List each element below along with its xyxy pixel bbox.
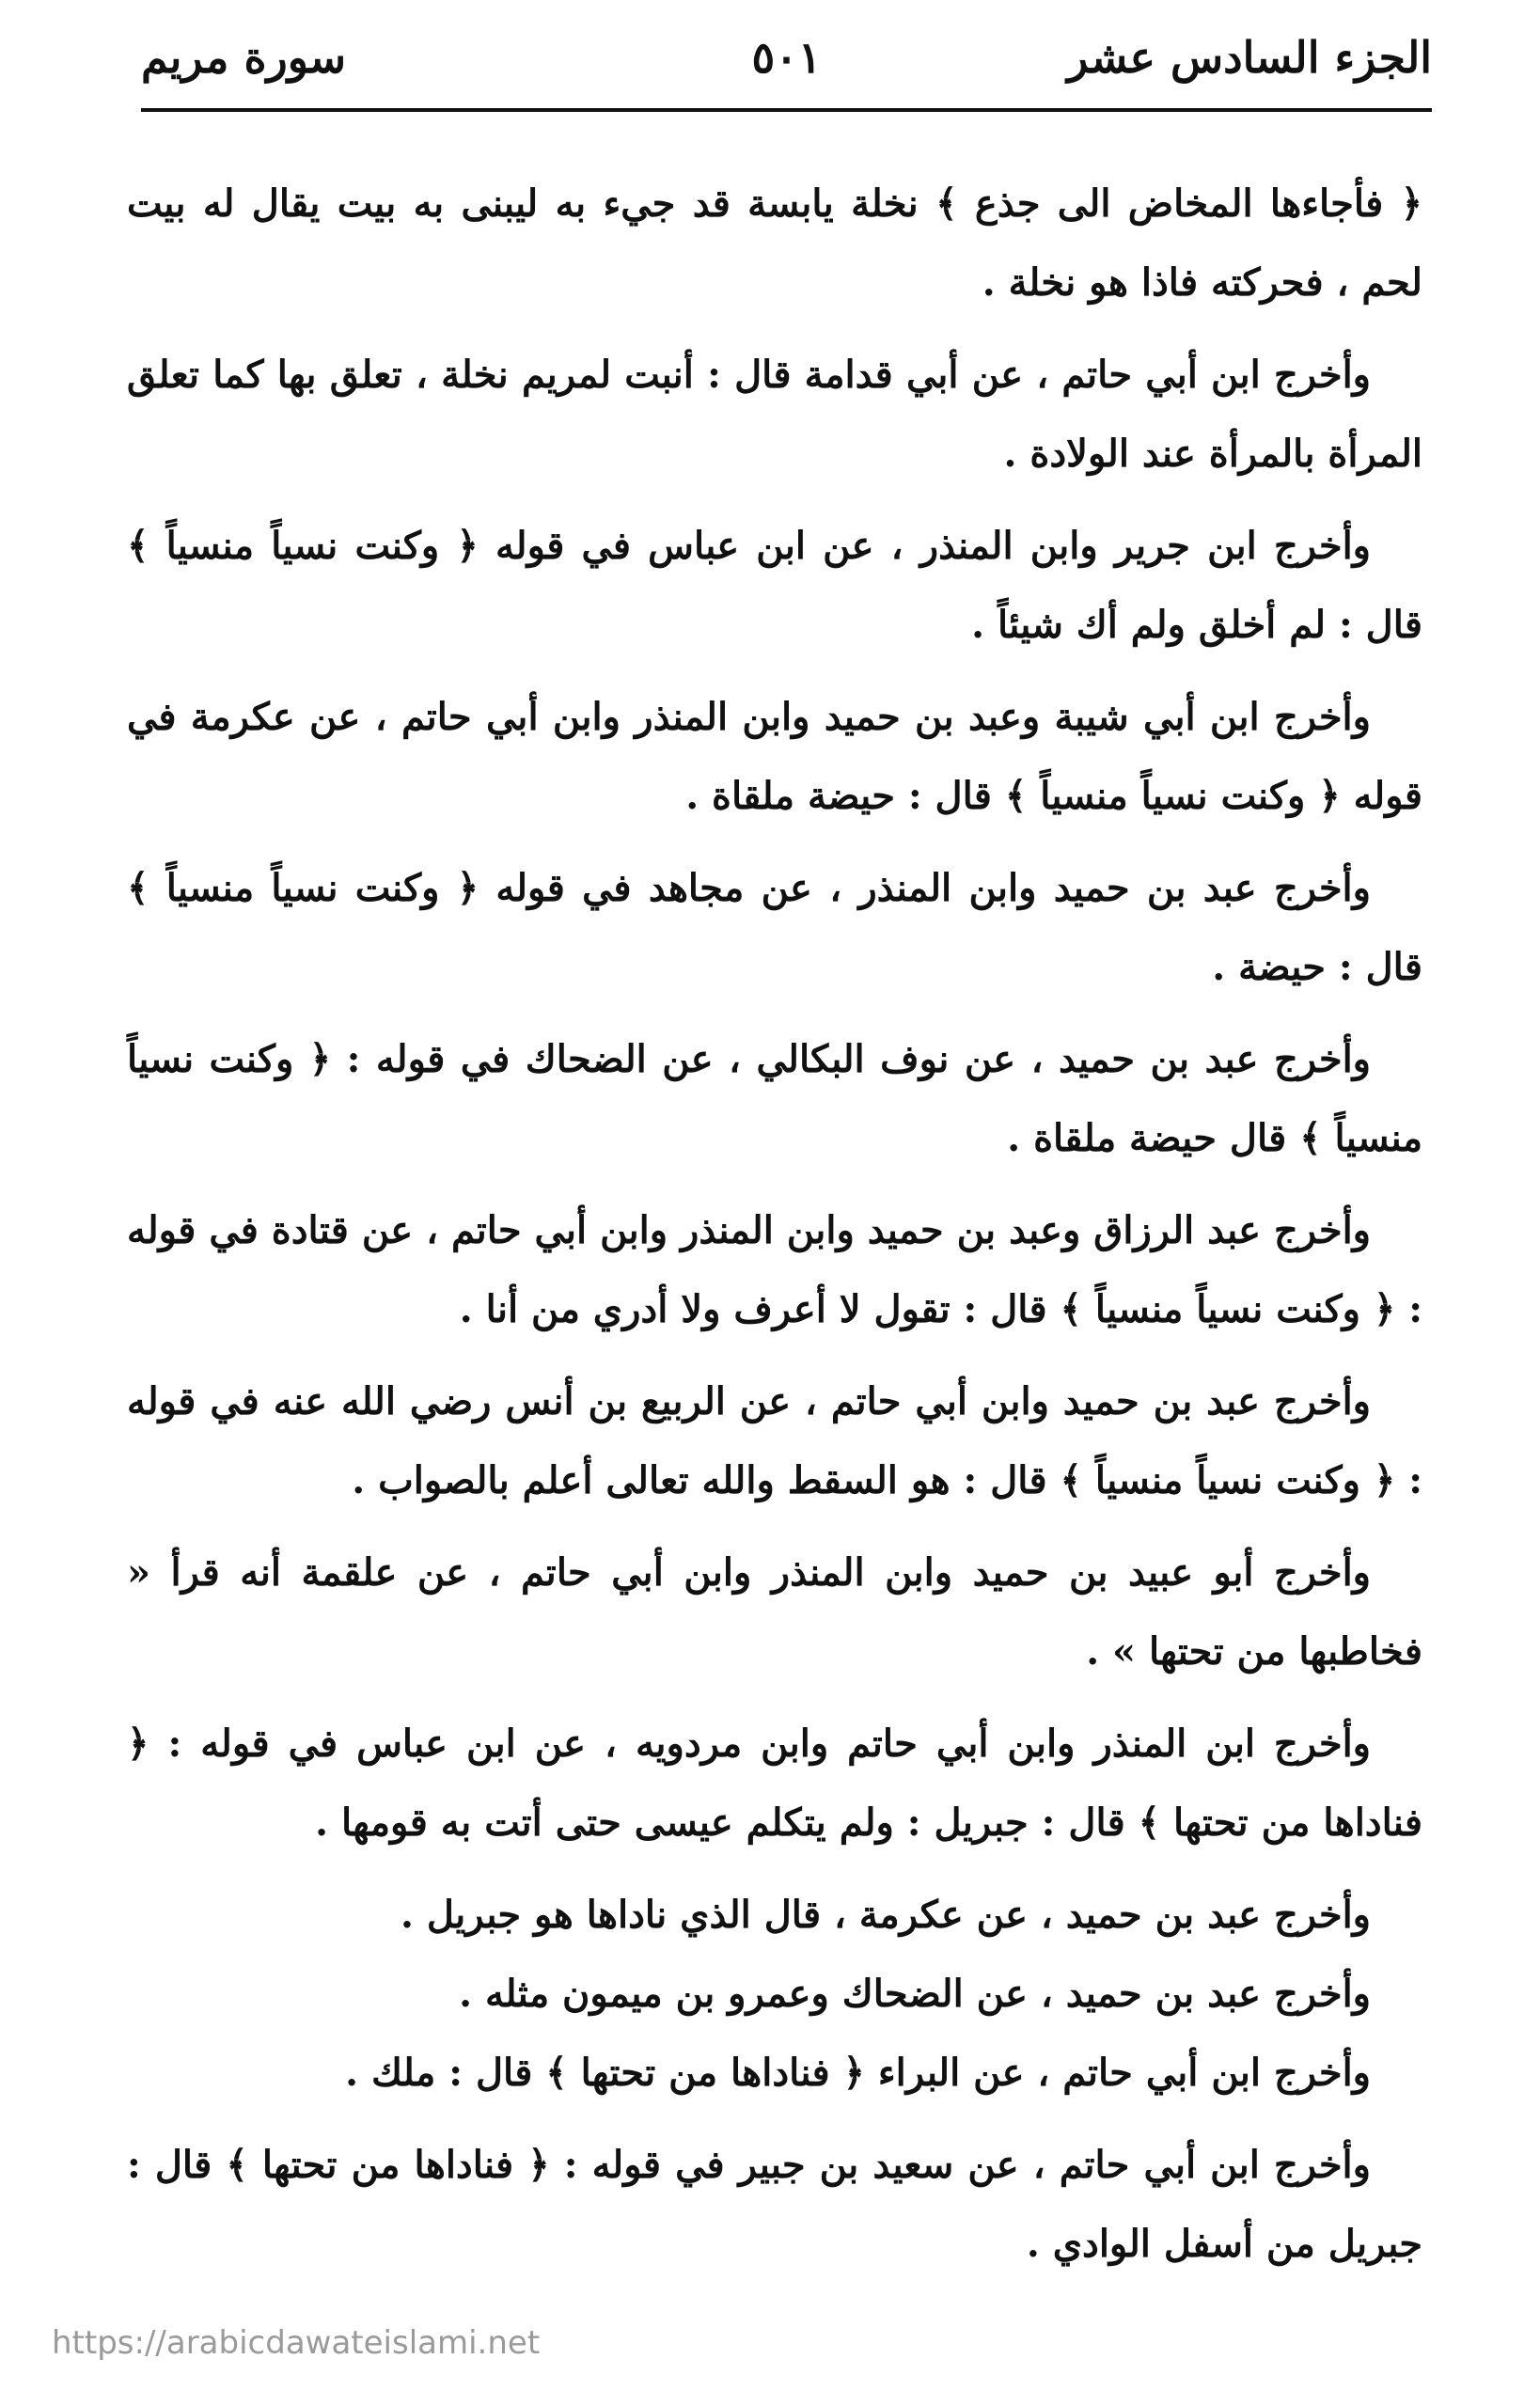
paragraph: وأخرج عبد الرزاق وعبد بن حميد وابن المنذر وابن أبي حاتم ، عن قتادة في قوله : ﴿ وكنت نسياً منسياً ﴾ قال : تقول لا أعرف ولا أدري من أنا . [127, 1208, 1422, 1331]
paragraph: وأخرج عبد بن حميد وابن المنذر ، عن مجاهد في قوله ﴿ وكنت نسياً منسياً ﴾ قال : حيضة . [127, 866, 1422, 989]
paragraph: وأخرج ابن أبي حاتم ، عن البراء ﴿ فناداها من تحتها ﴾ قال : ملك . [345, 2051, 1371, 2095]
paragraph: وأخرج ابن المنذر وابن أبي حاتم وابن مردويه ، عن ابن عباس في قوله : ﴿ فناداها من تحتها ﴾ قال : جبريل : ولم يتكلم عيسى حتى أتت به قومها . [127, 1722, 1422, 1845]
paragraph: وأخرج عبد بن حميد ، عن عكرمة ، قال الذي ناداها هو جبريل . [400, 1893, 1371, 1937]
surah-title: سورة مريم [141, 32, 347, 83]
watermark-url: https://arabicdawateislami.net [52, 2324, 541, 2362]
paragraph: وأخرج عبد بن حميد ، عن نوف البكالي ، عن الضحاك في قوله : ﴿ وكنت نسياً منسياً ﴾ قال حيضة ملقاة . [127, 1037, 1422, 1160]
header-divider [141, 108, 1432, 112]
page-body [127, 165, 1422, 2297]
paragraph: وأخرج أبو عبيد بن حميد وابن المنذر وابن أبي حاتم ، عن علقمة أنه قرأ « فخاطبها من تحتها » . [127, 1550, 1422, 1674]
paragraph: وأخرج ابن أبي شيبة وعبد بن حميد وابن المنذر وابن أبي حاتم ، عن عكرمة في قوله ﴿ وكنت نسياً منسياً ﴾ قال : حيضة ملقاة . [127, 695, 1422, 818]
page-header [141, 21, 1432, 105]
paragraph: وأخرج عبد بن حميد ، عن الضحاك وعمرو بن ميمون مثله . [459, 1972, 1371, 2016]
paragraph: وأخرج ابن جرير وابن المنذر ، عن ابن عباس في قوله ﴿ وكنت نسياً منسياً ﴾ قال : لم أخلق ولم أك شيئاً . [127, 524, 1422, 647]
part-title: الجزء السادس عشر [1067, 32, 1432, 83]
paragraph: وأخرج عبد بن حميد وابن أبي حاتم ، عن الربيع بن أنس رضي الله عنه في قوله : ﴿ وكنت نسياً منسياً ﴾ قال : هو السقط والله تعالى أعلم بالصواب . [127, 1379, 1422, 1502]
paragraph: ﴿ فأجاءها المخاض الى جذع ﴾ نخلة يابسة قد جيء به ليبنى به بيت يقال له بيت لحم ، فحركته فاذا هو نخلة . [127, 181, 1422, 305]
paragraph: وأخرج ابن أبي حاتم ، عن سعيد بن جبير في قوله : ﴿ فناداها من تحتها ﴾ قال : جبريل من أسفل الوادي . [127, 2143, 1422, 2266]
paragraph: وأخرج ابن أبي حاتم ، عن أبي قدامة قال : أنبت لمريم نخلة ، تعلق بها كما تعلق المرأة بالمرأة عند الولادة . [127, 353, 1422, 476]
page-number: ٥٠١ [751, 32, 822, 83]
